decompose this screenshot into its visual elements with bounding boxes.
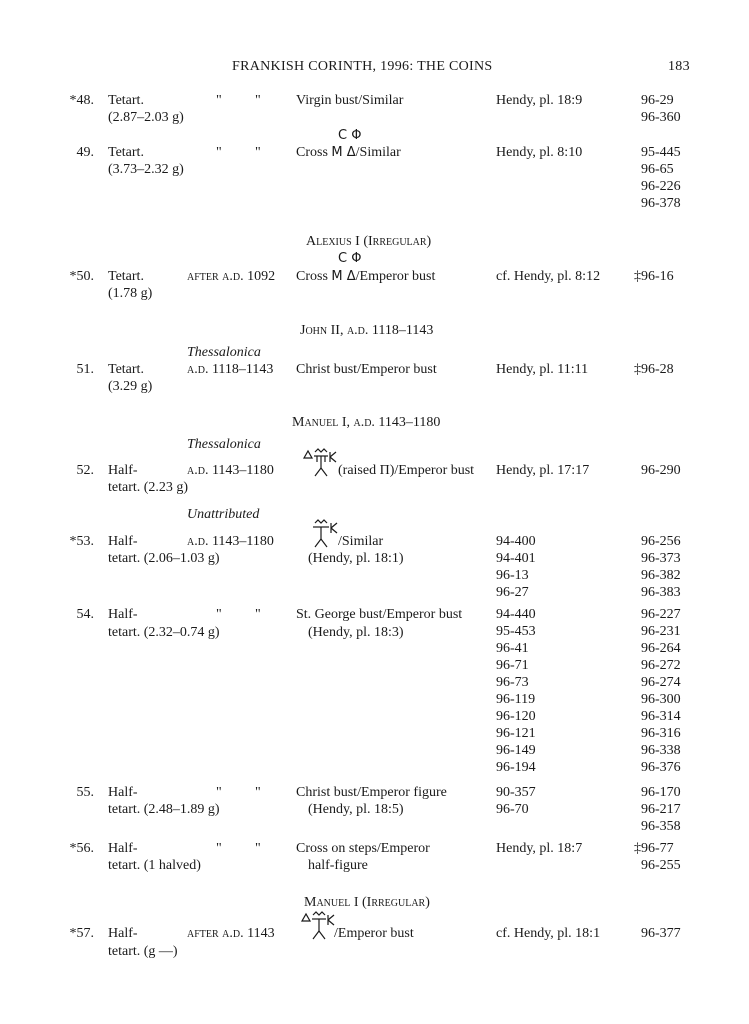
inventory-number: 96-383 <box>641 585 681 600</box>
denomination: Half- <box>108 841 138 856</box>
inventory-number: 96-316 <box>641 726 681 741</box>
coin-type-reference: (Hendy, pl. 18:1) <box>308 551 404 566</box>
inventory-list <box>634 840 681 874</box>
reference-number: 96-120 <box>496 709 536 724</box>
denomination: Half- <box>108 463 138 478</box>
weight: (2.87–2.03 g) <box>108 110 184 125</box>
inventory-list <box>641 784 681 835</box>
inventory-number: 96-360 <box>641 110 681 125</box>
coin-type: (raised Π)/Emperor bust <box>338 463 475 478</box>
monogram-letters: C Φ <box>338 251 362 266</box>
monogram-icon <box>300 911 338 941</box>
inventory-number: 96-231 <box>641 624 681 639</box>
inventory-number: 96-264 <box>641 641 681 656</box>
inventory-list <box>641 606 681 776</box>
ditto-mark: " <box>216 785 222 800</box>
inventory-number: 96-256 <box>641 534 681 549</box>
coin-type-prefix: Cross <box>296 269 332 284</box>
coin-type <box>296 144 401 161</box>
denomination: Tetart. <box>108 93 144 108</box>
entry-number: *57. <box>69 926 94 941</box>
reference-number: 96-27 <box>496 585 529 600</box>
reference-number: 96-73 <box>496 675 529 690</box>
weight: (3.29 g) <box>108 379 153 394</box>
ditto-mark: " <box>216 841 222 856</box>
inventory-list <box>641 144 681 212</box>
reference-number: 96-149 <box>496 743 536 758</box>
reference: cf. Hendy, pl. 18:1 <box>496 926 601 941</box>
inventory-number: 96-255 <box>641 858 681 873</box>
entry-number: 49. <box>76 145 94 160</box>
weight: tetart. (2.23 g) <box>108 480 189 495</box>
inventory-number: 96-358 <box>641 819 681 834</box>
inventory-number: 96-300 <box>641 692 681 707</box>
inventory-number: 96-290 <box>641 463 681 478</box>
date-range: a.d. 1118–1143 <box>187 362 274 377</box>
reference: Hendy, pl. 17:17 <box>496 463 590 478</box>
ditto-mark: " <box>255 93 261 108</box>
coin-type: St. George bust/Emperor bust <box>296 607 463 622</box>
reference-number: 94-401 <box>496 551 536 566</box>
reference-list <box>496 606 536 776</box>
inventory-number: 96-382 <box>641 568 681 583</box>
inventory-number: 96-217 <box>641 802 681 817</box>
coin-type <box>296 268 435 285</box>
entry-number: *48. <box>69 93 94 108</box>
coin-type: /Emperor bust <box>334 926 414 941</box>
coin-type: Christ bust/Emperor bust <box>296 362 437 377</box>
reference-number: 90-357 <box>496 785 536 800</box>
denomination: Half- <box>108 534 138 549</box>
mint-name: Unattributed <box>187 507 260 522</box>
entry-number: *56. <box>69 841 94 856</box>
weight: (3.73–2.32 g) <box>108 162 184 177</box>
weight: tetart. (2.32–0.74 g) <box>108 625 220 640</box>
inventory-number: 96-376 <box>641 760 681 775</box>
monogram-icon <box>302 448 340 478</box>
reference-number: 96-119 <box>496 692 536 707</box>
inventory-number: ‡96-77 <box>634 841 674 856</box>
inventory-number: 96-314 <box>641 709 681 724</box>
reference-number: 96-194 <box>496 760 536 775</box>
monogram-icon <box>302 519 340 549</box>
inventory-list <box>641 533 681 601</box>
inventory-number: 96-373 <box>641 551 681 566</box>
ditto-mark: " <box>255 841 261 856</box>
page-number: 183 <box>668 59 690 74</box>
entry-number: 54. <box>76 607 94 622</box>
date-range: after a.d. 1092 <box>187 269 276 284</box>
section-heading: Manuel I, a.d. 1143–1180 <box>292 415 441 430</box>
weight: tetart. (1 halved) <box>108 858 201 873</box>
section-heading: Manuel I (Irregular) <box>304 895 430 910</box>
reference: cf. Hendy, pl. 8:12 <box>496 269 601 284</box>
ditto-mark: " <box>216 93 222 108</box>
section-heading: Alexius I (Irregular) <box>306 234 432 249</box>
coin-type: Virgin bust/Similar <box>296 93 404 108</box>
inventory-number: 96-227 <box>641 607 681 622</box>
mint-name: Thessalonica <box>187 345 261 360</box>
reference: Hendy, pl. 11:11 <box>496 362 589 377</box>
inventory-number: 95-445 <box>641 145 681 160</box>
coin-type: /Similar <box>338 534 384 549</box>
inventory-number: 96-29 <box>641 93 674 108</box>
coin-type-prefix: Cross <box>296 145 332 160</box>
weight: tetart. (g —) <box>108 944 178 959</box>
weight: tetart. (2.48–1.89 g) <box>108 802 220 817</box>
denomination: Half- <box>108 926 138 941</box>
entry-number: 51. <box>76 362 94 377</box>
inventory-number: 96-338 <box>641 743 681 758</box>
denomination: Tetart. <box>108 362 144 377</box>
reference-number: 95-453 <box>496 624 536 639</box>
monogram-letters: M Δ <box>331 269 356 284</box>
inventory-number: ‡96-16 <box>634 269 674 284</box>
reference-list <box>496 784 536 818</box>
monogram-letters: C Φ <box>338 128 362 143</box>
coin-type-reference: (Hendy, pl. 18:3) <box>308 625 404 640</box>
reference-number: 96-13 <box>496 568 529 583</box>
denomination: Tetart. <box>108 145 144 160</box>
ditto-mark: " <box>255 607 261 622</box>
inventory-number: 96-272 <box>641 658 681 673</box>
reference: Hendy, pl. 18:9 <box>496 93 583 108</box>
reference-list <box>496 533 536 601</box>
reference: Hendy, pl. 18:7 <box>496 841 583 856</box>
inventory-number: 96-226 <box>641 179 681 194</box>
coin-type: Christ bust/Emperor figure <box>296 785 447 800</box>
ditto-mark: " <box>216 607 222 622</box>
ditto-mark: " <box>255 145 261 160</box>
inventory-number: 96-274 <box>641 675 681 690</box>
coin-type: Cross on steps/Emperor <box>296 841 430 856</box>
denomination: Half- <box>108 785 138 800</box>
inventory-number: 96-65 <box>641 162 674 177</box>
coin-type-reference: (Hendy, pl. 18:5) <box>308 802 404 817</box>
denomination: Tetart. <box>108 269 144 284</box>
ditto-mark: " <box>216 145 222 160</box>
inventory-number: 96-378 <box>641 196 681 211</box>
date-range: a.d. 1143–1180 <box>187 463 274 478</box>
date-range: after a.d. 1143 <box>187 926 275 941</box>
coin-type-suffix: /Emperor bust <box>355 269 436 284</box>
ditto-mark: " <box>255 785 261 800</box>
entry-number: *53. <box>69 534 94 549</box>
date-range: a.d. 1143–1180 <box>187 534 274 549</box>
mint-name: Thessalonica <box>187 437 261 452</box>
reference-number: 96-71 <box>496 658 529 673</box>
reference-number: 94-400 <box>496 534 536 549</box>
entry-number: 55. <box>76 785 94 800</box>
inventory-number: 96-170 <box>641 785 681 800</box>
reference-number: 96-70 <box>496 802 529 817</box>
coin-type-continued: half-figure <box>308 858 368 873</box>
reference-number: 94-440 <box>496 607 536 622</box>
entry-number: *50. <box>69 269 94 284</box>
section-heading: John II, a.d. 1118–1143 <box>300 323 434 338</box>
inventory-number: 96-377 <box>641 926 681 941</box>
entry-number: 52. <box>76 463 94 478</box>
running-title: FRANKISH CORINTH, 1996: THE COINS <box>232 59 493 74</box>
reference: Hendy, pl. 8:10 <box>496 145 583 160</box>
weight: (1.78 g) <box>108 286 153 301</box>
coin-type-suffix: /Similar <box>355 145 401 160</box>
reference-number: 96-41 <box>496 641 529 656</box>
reference-number: 96-121 <box>496 726 536 741</box>
monogram-letters: M Δ <box>331 145 356 160</box>
inventory-number: ‡96-28 <box>634 362 674 377</box>
weight: tetart. (2.06–1.03 g) <box>108 551 220 566</box>
denomination: Half- <box>108 607 138 622</box>
